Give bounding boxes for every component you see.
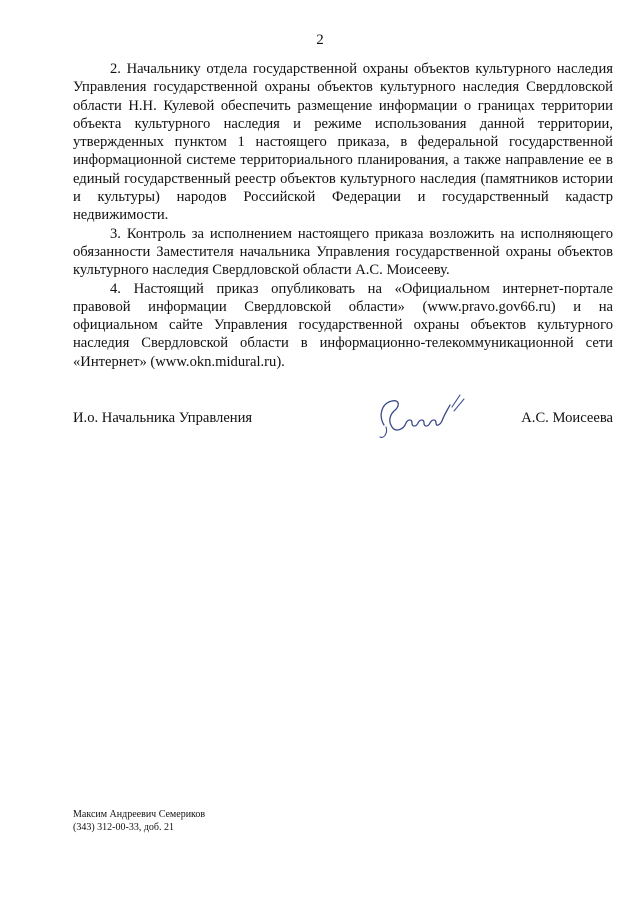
executor-name: Максим Андреевич Семериков	[73, 809, 206, 820]
page-number: 2	[316, 32, 324, 48]
signature-block	[73, 410, 613, 430]
signatory-position: И.о. Начальника Управления	[73, 410, 253, 426]
order-body	[73, 60, 613, 371]
executor-info	[73, 808, 205, 834]
handwritten-signature	[370, 385, 470, 445]
paragraph-2-publication-duty: 2. Начальнику отдела государственной охраны объектов культурного наследия Управления государственной охраны объектов культурного наследия Свердловской области Н.Н. Кулевой обеспечить размещение информации о границах территории объекта культурного наследия и режиме использования данной территории, утвержденных пунктом 1 настоящего приказа, в федеральной государственной информационной системе территориального планирования, а также направление ее в единый государственный реестр объектов культурного наследия (памятников истории и культуры) народов Российской Федерации и государственный кадастр недвижимости.	[73, 61, 613, 224]
paragraph-3-control: 3. Контроль за исполнением настоящего приказа возложить на исполняющего обязанности Заместителя начальника Управления государственной охраны объектов культурного наследия Свердловской области А.С. Моисееву.	[73, 225, 613, 279]
signatory-name: А.С. Моисеева	[521, 410, 613, 426]
executor-phone: (343) 312-00-33, доб. 21	[73, 822, 174, 833]
paragraph-4-publication: 4. Настоящий приказ опубликовать на «Официальном интернет-портале правовой информации Свердловской области» (www.pravo.gov66.ru) и на официальном сайте Управления государственной охраны объектов культурного наследия Свердловской области в информационно-телекоммуникационной сети «Интернет» (www.okn.midural.ru).	[73, 280, 613, 370]
